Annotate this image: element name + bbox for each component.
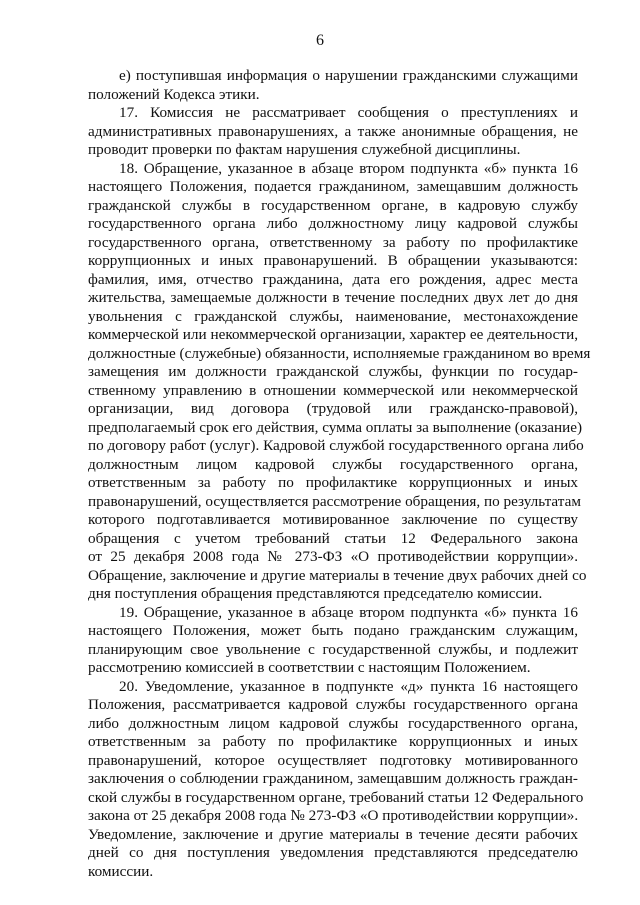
text-line: от 25 декабря 2008 года № 273-ФЗ «О противодействии коррупции». xyxy=(88,548,578,565)
text-line: положений Кодекса этики. xyxy=(88,85,260,103)
text-line: жительства, замещаемые должности в течение последних двух лет до дня xyxy=(88,289,578,306)
text-line: правонарушений, которое осуществляет подготовку мотивированного xyxy=(88,751,578,769)
text-line: ответственным за работу по профилактике коррупционных и иных xyxy=(88,474,578,491)
text-line: заключения о соблюдении гражданином, замещавшим должность граждан- xyxy=(88,770,578,787)
text-line: административных правонарушениях, а также анонимные обращения, не xyxy=(88,122,578,140)
text-line: государственного органа, ответственному за работу по профилактике xyxy=(88,233,578,251)
text-line: Уведомление, заключение и другие материалы в течение десяти рабочих xyxy=(88,825,578,843)
text-line: организации, вид договора (трудовой или гражданско-правовой), xyxy=(88,400,578,417)
text-line: дня поступления обращения представляются председателю комиссии. xyxy=(88,585,543,602)
text-line: комиссии. xyxy=(88,862,154,880)
text-line: правонарушений, осуществляется рассмотрение обращения, по результатам xyxy=(88,492,581,510)
text-line: 20. Уведомление, указанное в подпункте «д» пункта 16 настоящего xyxy=(119,677,578,695)
text-line: ственному управлению в отношении коммерческой или некоммерческой xyxy=(88,381,578,399)
text-line: настоящего Положения, может быть подано гражданским служащим, xyxy=(88,622,578,639)
text-line: которого подготавливается мотивированное заключение по существу xyxy=(88,511,578,528)
text-line: Обращение, заключение и другие материалы в течение двух рабочих дней со xyxy=(88,566,587,584)
text-line: планирующим свое увольнение с государственной службы, и подлежит xyxy=(88,640,578,658)
text-line: должностные (служебные) обязанности, исполняемые гражданином во время xyxy=(88,344,591,362)
text-line: дней со дня поступления уведомления представляются председателю xyxy=(88,844,578,861)
text-line: 17. Комиссия не рассматривает сообщения о преступлениях и xyxy=(119,104,578,121)
text-line: проводит проверки по фактам нарушения служебной дисциплины. xyxy=(88,141,521,158)
text-line: замещения им должности гражданской службы, функции по государ- xyxy=(88,363,578,380)
text-line: должностным лицом кадровой службы государственного органа, xyxy=(88,455,578,473)
text-line: коррупционных и иных правонарушений. В обращении указываются: xyxy=(88,252,578,269)
text-line: либо должностным лицом кадровой службы государственного органа, xyxy=(88,714,578,732)
text-line: Положения, рассматривается кадровой службы государственного органа xyxy=(88,696,578,713)
text-line: гражданской службы в государственном органе, в кадровую службу xyxy=(88,196,578,214)
text-line: увольнения с гражданской службы, наименование, местонахождение xyxy=(88,307,578,325)
page-number: 6 xyxy=(316,32,324,49)
text-line: фамилия, имя, отчество гражданина, дата его рождения, адрес места xyxy=(88,270,578,288)
text-line: е) поступившая информация о нарушении гражданскими служащими xyxy=(119,67,578,84)
text-line: 19. Обращение, указанное в абзаце втором подпункта «б» пункта 16 xyxy=(119,603,578,621)
text-line: рассмотрению комиссией в соответствии с настоящим Положением. xyxy=(88,659,531,676)
text-line: ответственным за работу по профилактике коррупционных и иных xyxy=(88,733,578,750)
text-line: коммерческой или некоммерческой организации, характер ее деятельности, xyxy=(88,326,578,343)
text-line: закона от 25 декабря 2008 года № 273-ФЗ «О противодействии коррупции». xyxy=(88,807,579,824)
text-line: настоящего Положения, подается гражданином, замещавшим должность xyxy=(88,178,578,195)
text-line: обращения с учетом требований статьи 12 Федерального закона xyxy=(88,529,578,547)
document-text xyxy=(88,67,591,881)
text-line: ской службы в государственном органе, требований статьи 12 Федерального xyxy=(88,788,584,806)
text-line: государственного органа либо должностному лицу кадровой службы xyxy=(88,215,578,232)
text-line: по договору работ (услуг). Кадровой службой государственного органа либо xyxy=(88,437,584,454)
text-line: предполагаемый срок его действия, сумма оплаты за выполнение (оказание) xyxy=(88,418,583,436)
text-line: 18. Обращение, указанное в абзаце втором подпункта «б» пункта 16 xyxy=(119,159,578,177)
